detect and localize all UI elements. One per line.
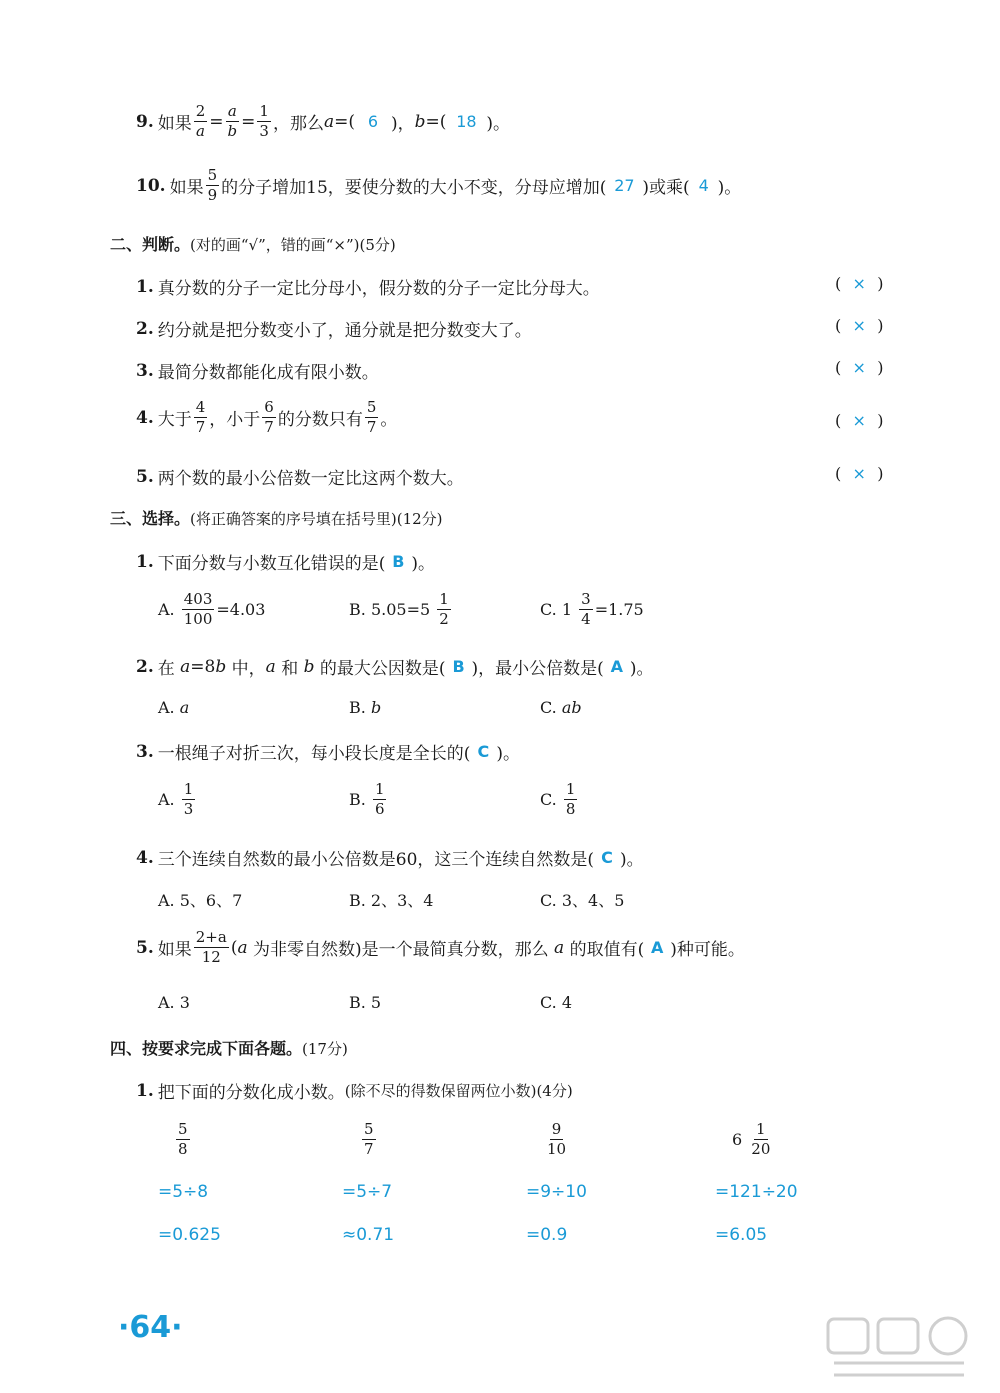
question-10: 10. 如果 $\frac{5}{9}$ 的分子增加15，要使分数的大小不变，分母应增加( 27 )或乘( 4 )。 <box>136 166 742 204</box>
fraction: $\frac{6}{7}$ <box>264 398 274 436</box>
convert-step-2-a: =5÷7 <box>342 1182 393 1202</box>
question-number: 10. <box>136 175 166 196</box>
section-heading-judge: 二、判断。(对的画“√”，错的画“×”)(5分) <box>110 235 396 254</box>
question-number: 9. <box>136 111 154 132</box>
choice-3-option-b: B. $\frac{1}{6}$ <box>349 780 385 818</box>
choice-question-2: 2. 在 a =8 b 中， a 和 b 的最大公因数是( B )，最小公倍数是( A )。 <box>136 656 654 679</box>
question-9: 9. 如果 $\frac{2}{a}$ = $\frac{a}{b}$ = $\frac{1}{3}$ ，那么 a =( 6 )， b =( 18 )。 <box>136 102 511 140</box>
judge-item-3: 3. 最简分数都能化成有限小数。 <box>136 360 379 383</box>
choice-3-option-c: C. $\frac{1}{8}$ <box>540 780 576 818</box>
choice-1-option-b: B. 5.05=5 $\frac{1}{2}$ <box>349 590 449 628</box>
fraction: $\frac{2}{a}$ <box>195 102 206 140</box>
judge-item-2: 2. 约分就是把分数变小了，通分就是把分数变大了。 <box>136 318 532 341</box>
judge-item-5: 5. 两个数的最小公倍数一定比这两个数大。 <box>136 466 464 489</box>
choice-1-option-a: A. $\frac{403}{100}$ =4.03 <box>158 590 266 628</box>
convert-fraction-1: $\frac{5}{8}$ <box>178 1120 188 1158</box>
judge-mark-2: ( × ) <box>835 316 884 335</box>
choice-1-option-c: C. 1 $\frac{3}{4}$ =1.75 <box>540 590 644 628</box>
fraction: $\frac{4}{7}$ <box>195 398 206 436</box>
convert-fraction-2: $\frac{5}{7}$ <box>364 1120 374 1158</box>
fraction: $\frac{5}{9}$ <box>207 166 218 204</box>
convert-step-1-b: =0.625 <box>158 1225 221 1245</box>
judge-item-1: 1. 真分数的分子一定比分母小，假分数的分子一定比分母大。 <box>136 276 600 299</box>
convert-step-4-b: =6.05 <box>715 1225 768 1245</box>
answer-blank: B <box>392 552 405 571</box>
answer-blank: 27 <box>614 176 635 195</box>
fraction: $\frac{a}{b}$ <box>227 102 238 140</box>
choice-question-1: 1. 下面分数与小数互化错误的是( B )。 <box>136 551 436 574</box>
choice-5-option-a: A. 3 <box>158 993 190 1012</box>
watermark-logo <box>820 1313 980 1383</box>
choice-question-4: 4. 三个连续自然数的最小公倍数是60，这三个连续自然数是( C )。 <box>136 847 644 870</box>
convert-step-3-b: =0.9 <box>526 1225 568 1245</box>
choice-2-option-c: C. ab <box>540 698 582 717</box>
choice-3-option-a: A. $\frac{1}{3}$ <box>158 780 194 818</box>
choice-question-3: 3. 一根绳子对折三次，每小段长度是全长的( C )。 <box>136 741 521 764</box>
fraction: $\frac{5}{7}$ <box>366 398 377 436</box>
choice-4-option-b: B. 2、3、4 <box>349 891 434 910</box>
answer-blank: C <box>601 848 613 867</box>
convert-task-title: 1. 把下面的分数化成小数。 (除不尽的得数保留两位小数)(4分) <box>136 1080 573 1103</box>
answer-blank: A <box>651 938 664 957</box>
answer-blank: C <box>477 742 490 761</box>
answer-blank: 4 <box>698 176 709 195</box>
judge-mark-5: ( × ) <box>835 464 884 483</box>
convert-fraction-4: 6 $\frac{1}{20}$ <box>732 1120 771 1158</box>
answer-blank: 6 <box>367 112 379 131</box>
judge-mark-1: ( × ) <box>835 274 884 293</box>
choice-5-option-b: B. 5 <box>349 993 382 1012</box>
section-heading-tasks: 四、按要求完成下面各题。(17分) <box>110 1039 348 1058</box>
judge-mark-4: ( × ) <box>835 411 884 430</box>
choice-4-option-c: C. 3、4、5 <box>540 891 625 910</box>
answer-blank: A <box>610 657 623 676</box>
convert-step-4-a: =121÷20 <box>715 1182 798 1202</box>
choice-2-option-a: A. a <box>158 698 190 717</box>
question-text: 的分子增加15，要使分数的大小不变，分母应增加( <box>221 178 607 198</box>
convert-step-1-a: =5÷8 <box>158 1182 209 1202</box>
answer-blank: 18 <box>456 112 477 131</box>
choice-2-option-b: B. b <box>349 698 382 717</box>
page-number: ·64· <box>118 1310 183 1345</box>
judge-mark-3: ( × ) <box>835 358 884 377</box>
section-heading-choice: 三、选择。(将正确答案的序号填在括号里)(12分) <box>110 509 443 528</box>
question-text: 如果 <box>157 114 192 134</box>
fraction: $\frac{1}{3}$ <box>259 102 269 140</box>
fraction: $\frac{2+a}{12}$ <box>195 928 227 966</box>
answer-blank: B <box>452 657 465 676</box>
convert-fraction-3: $\frac{9}{10}$ <box>547 1120 567 1158</box>
choice-5-option-c: C. 4 <box>540 993 573 1012</box>
convert-step-2-b: ≈0.71 <box>342 1225 395 1245</box>
choice-4-option-a: A. 5、6、7 <box>158 891 243 910</box>
choice-question-5: 5. 如果 $\frac{2+a}{12}$ ( a 为非零自然数)是一个最简真分数，那么 a 的取值有( A )种可能。 <box>136 928 745 966</box>
convert-step-3-a: =9÷10 <box>526 1182 587 1202</box>
judge-item-4: 4. 大于 $\frac{4}{7}$ ，小于 $\frac{6}{7}$ 的分数只有 $\frac{5}{7}$ 。 <box>136 398 398 436</box>
